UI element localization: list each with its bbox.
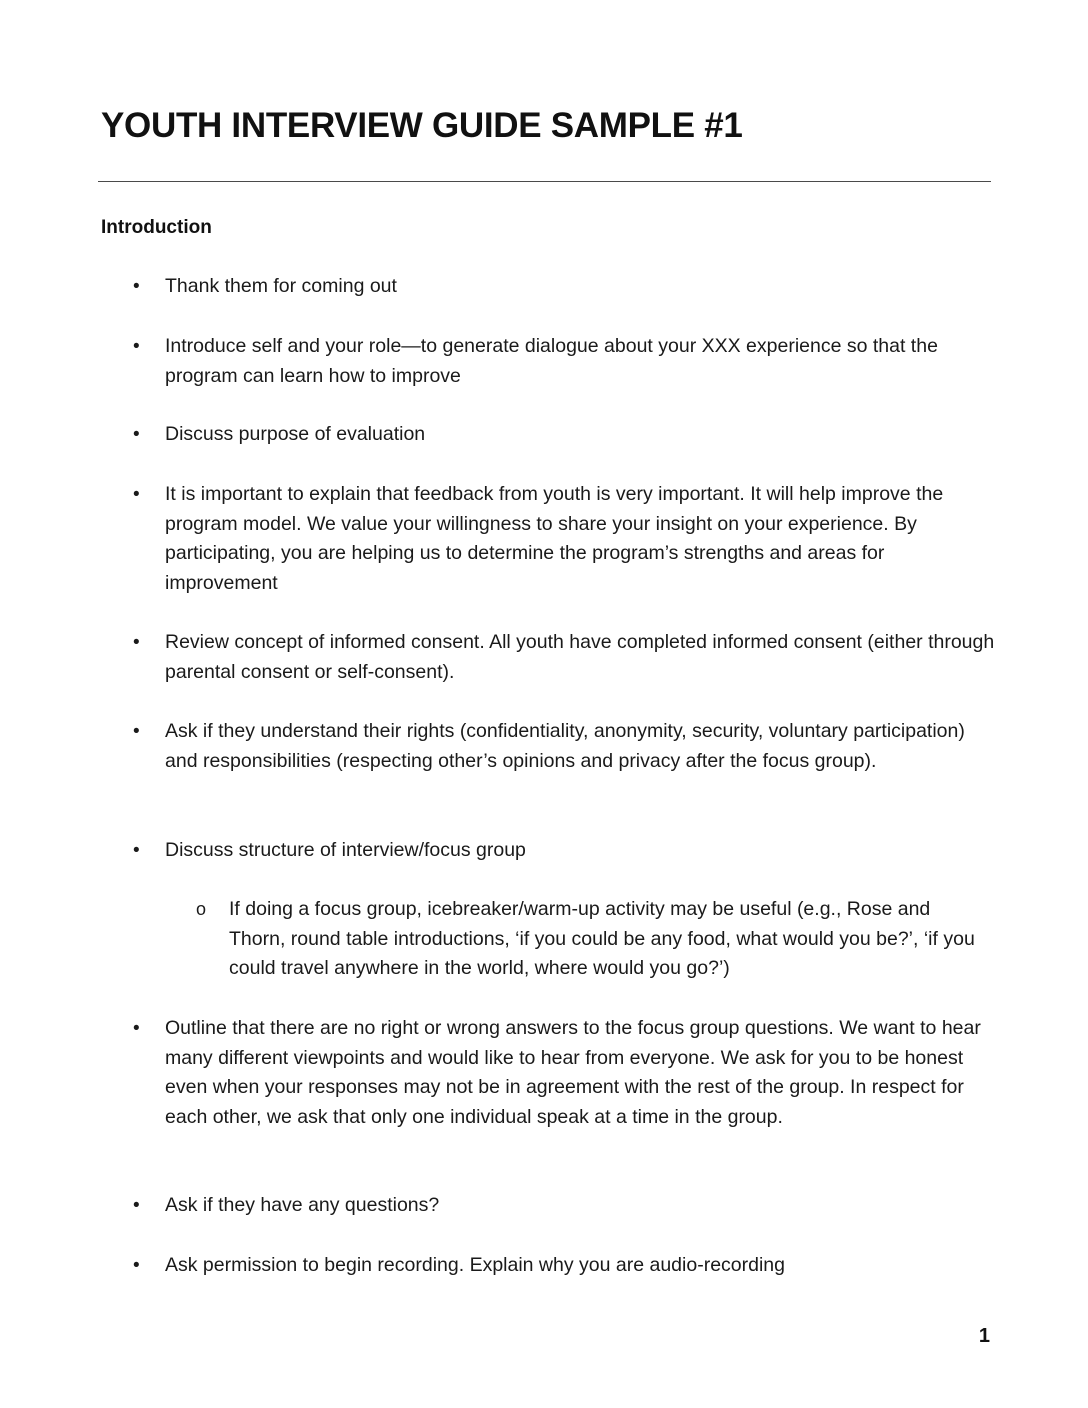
list-item-text: Ask permission to begin recording. Explain why you are audio-recording <box>165 1254 785 1276</box>
page-number: 1 <box>978 1325 990 1347</box>
bullet-marker: • <box>133 276 140 297</box>
list-item <box>133 717 995 776</box>
list-item-text: Discuss structure of interview/focus group <box>165 839 526 861</box>
list-item <box>133 480 995 599</box>
bullet-marker: • <box>133 424 140 445</box>
section-heading-introduction: Introduction <box>101 217 212 238</box>
page-title: YOUTH INTERVIEW GUIDE SAMPLE #1 <box>101 106 743 145</box>
bullet-marker: • <box>133 1195 140 1216</box>
list-item-text: It is important to explain that feedback from youth is very important. It will help improve the program model. We value your willingness to share your insight on your experience. By participating, you are helping us to determine the program’s strengths and areas for improvement <box>165 483 944 595</box>
list-item-text: Outline that there are no right or wrong answers to the focus group questions. We want to hear many different viewpoints and would like to hear from everyone. We ask for you to be honest even when your responses may not be in agreement with the rest of the group. In respect for each other, we ask that only one individual speak at a time in the group. <box>165 1017 981 1129</box>
list-item <box>133 628 995 687</box>
sub-bullet-marker: o <box>196 899 207 919</box>
list-item <box>133 1251 995 1281</box>
bullet-marker: • <box>133 721 140 742</box>
list-item <box>133 420 995 450</box>
title-divider <box>98 181 991 182</box>
list-item-text: Thank them for coming out <box>165 275 397 297</box>
sub-list-item <box>196 895 989 984</box>
bullet-marker: • <box>133 1018 140 1039</box>
bullet-marker: • <box>133 484 140 505</box>
bullet-marker: • <box>133 1255 140 1276</box>
sub-list-item-text: If doing a focus group, icebreaker/warm-up activity may be useful (e.g., Rose and Thorn, round table introductions, ‘if you could be any food, what would you be?’, ‘if you could travel anywhere in the world, where would you go?’) <box>229 898 975 980</box>
list-item <box>133 272 995 302</box>
list-item <box>133 1191 995 1221</box>
bullet-marker: • <box>133 336 140 357</box>
bullet-marker: • <box>133 840 140 861</box>
list-item-text: Introduce self and your role—to generate dialogue about your XXX experience so that the program can learn how to improve <box>165 335 938 387</box>
list-item <box>133 332 995 391</box>
bullet-marker: • <box>133 632 140 653</box>
list-item-text: Review concept of informed consent. All youth have completed informed consent (either through parental consent or self-consent). <box>165 631 995 683</box>
list-item-text: Ask if they understand their rights (confidentiality, anonymity, security, voluntary participation) and responsibilities (respecting other’s opinions and privacy after the focus group). <box>165 720 965 772</box>
list-item <box>133 1014 995 1133</box>
list-item-text: Discuss purpose of evaluation <box>165 423 426 445</box>
list-item <box>133 836 995 866</box>
list-item-text: Ask if they have any questions? <box>165 1194 440 1216</box>
